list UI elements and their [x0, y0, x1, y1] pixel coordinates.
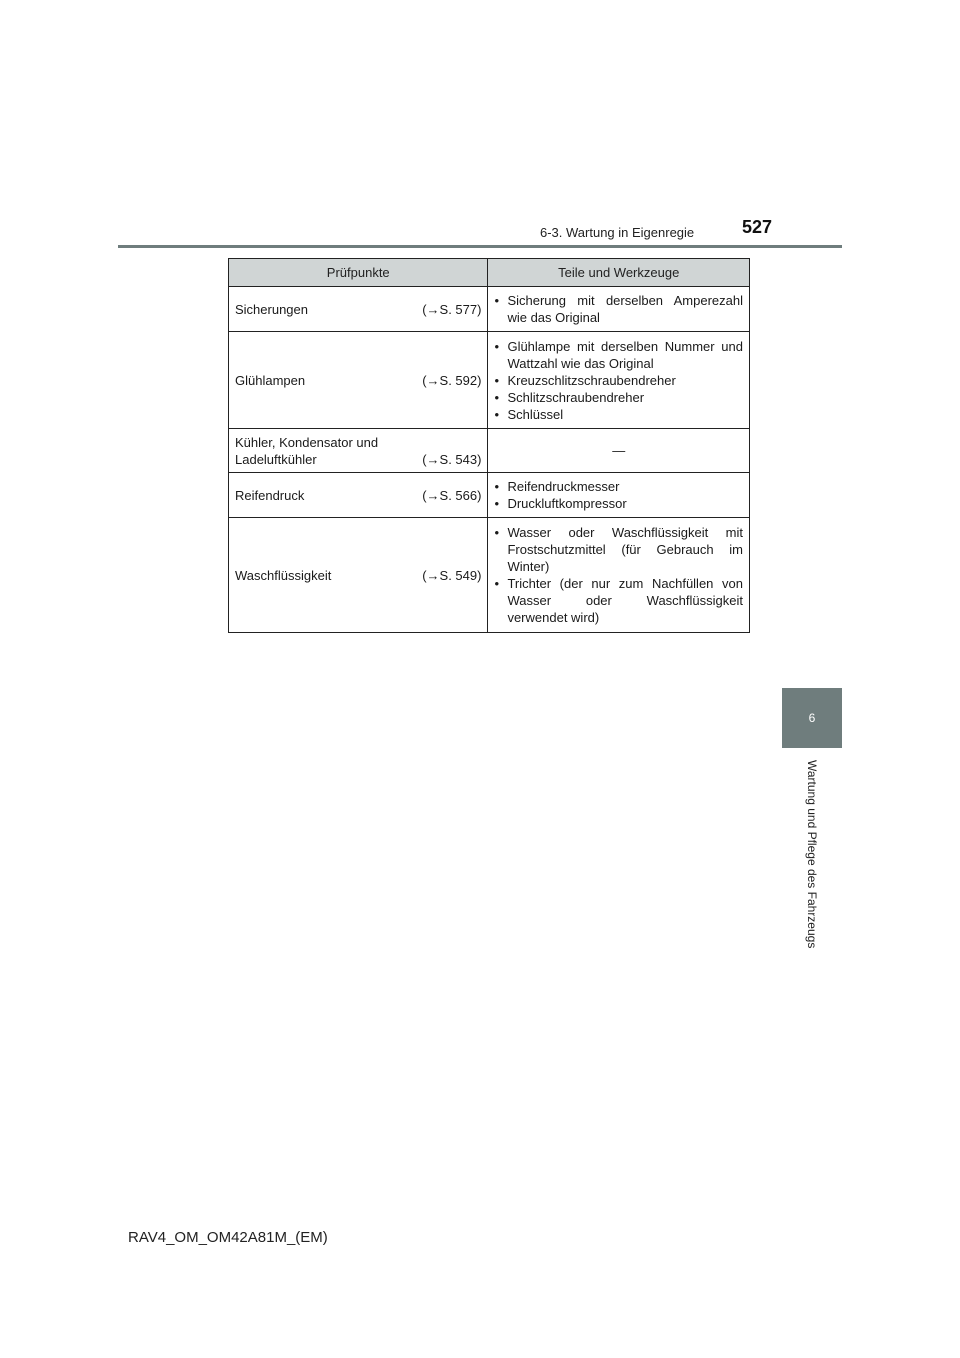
- list-item: • Druckluftkompressor: [494, 495, 743, 512]
- header-divider: [118, 245, 842, 248]
- tools-cell: [488, 473, 750, 518]
- point-cell: [229, 473, 488, 518]
- chapter-number: 6: [808, 711, 816, 725]
- table-row: [229, 332, 750, 429]
- point-name: Sicherungen: [235, 301, 308, 317]
- list-item: • Kreuzschlitzschraubendreher: [494, 372, 743, 389]
- page-reference: (→S. 543): [422, 451, 482, 467]
- column-header-points: Prüfpunkte: [229, 259, 488, 287]
- tools-cell: [488, 518, 750, 633]
- point-name: Reifendruck: [235, 487, 305, 503]
- page-reference: (→S. 577): [422, 301, 482, 317]
- point-cell: [229, 518, 488, 633]
- table-row: [229, 287, 750, 332]
- page-reference: (→S. 549): [422, 567, 482, 583]
- list-item: • Glühlampe mit derselben Nummer und Wattzahl wie das Original: [494, 338, 743, 372]
- point-cell: [229, 332, 488, 429]
- table-header-row: [229, 259, 750, 287]
- list-item: • Wasser oder Waschflüssigkeit mit Frostschutzmittel (für Gebrauch im Winter): [494, 524, 743, 575]
- list-item: • Schlüssel: [494, 406, 743, 423]
- section-title: 6-3. Wartung in Eigenregie: [540, 225, 695, 240]
- point-cell: [229, 429, 488, 473]
- point-name: Glühlampen: [235, 372, 306, 388]
- table-row: [229, 518, 750, 633]
- page-reference: (→S. 592): [422, 372, 482, 388]
- list-item: • Sicherung mit derselben Amperezahl wie das Original: [494, 292, 743, 326]
- table-row: [229, 429, 750, 473]
- tools-cell: [488, 332, 750, 429]
- page-number: 527: [742, 217, 773, 237]
- tools-cell-empty: —: [488, 429, 750, 473]
- document-code: RAV4_OM_OM42A81M_(EM): [128, 1229, 328, 1246]
- point-cell: [229, 287, 488, 332]
- inspection-table: [228, 258, 750, 633]
- list-item: • Trichter (der nur zum Nachfüllen von Wasser oder Waschflüssigkeit verwendet wird): [494, 575, 743, 626]
- page-reference: (→S. 566): [422, 487, 482, 503]
- point-name: Kühler, Kondensator und Ladeluftkühler: [235, 434, 379, 467]
- point-name: Waschflüssigkeit: [235, 567, 332, 583]
- table-row: [229, 473, 750, 518]
- chapter-tab: [782, 688, 842, 748]
- tools-cell: [488, 287, 750, 332]
- list-item: • Reifendruckmesser: [494, 478, 743, 495]
- list-item: • Schlitzschraubendreher: [494, 389, 743, 406]
- chapter-title: Wartung und Pflege des Fahrzeugs: [805, 760, 819, 949]
- column-header-tools: Teile und Werkzeuge: [488, 259, 750, 287]
